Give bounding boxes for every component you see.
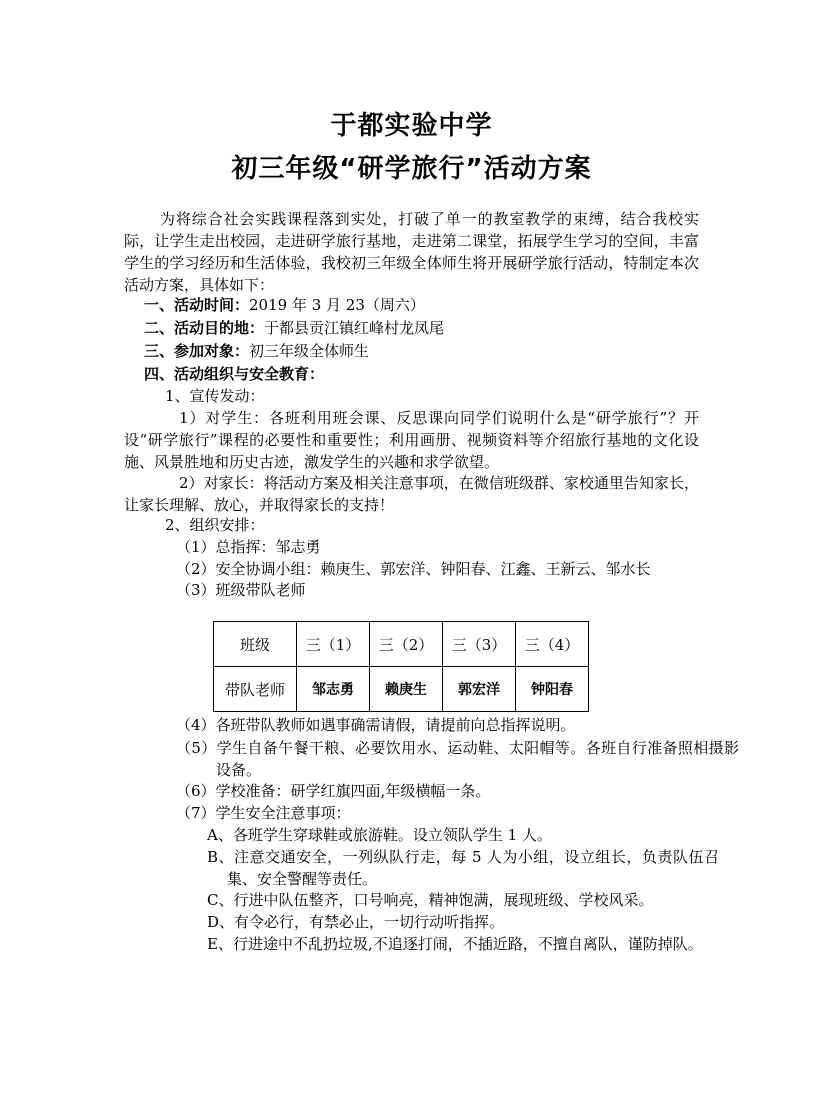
teacher-cell: 郭宏洋 [443, 667, 516, 712]
school-prep: （6）学校准备：研学红旗四面,年级横幅一条。 [176, 782, 491, 800]
class-cell: 三（1） [297, 622, 370, 667]
publicity-students: 1）对学生：各班利用班会课、反思课向同学们说明什么是“研学旅行”？开设“研学旅行”课程的必要性和重要性；利用画册、视频资料等介绍旅行基地的文化设施、风景胜地和历史古迹，激发学生的兴趣和求学欲望。 [124, 409, 699, 471]
supplies-note: （5）学生自备午餐干粮、必要饮用水、运动鞋、太阳帽等。各班自行准备照相摄影设备。 [176, 739, 739, 779]
publicity-heading: 1、宣传发动： [165, 387, 265, 405]
destination-value: 于都县贡江镇红峰村龙凤尾 [264, 319, 445, 337]
organization-heading: 四、活动组织与安全教育： [144, 365, 325, 383]
row-label-cell: 带队老师 [214, 667, 297, 712]
safety-item-e: E、行进途中不乱扔垃圾,不追逐打闹，不插近路，不擅自离队，谨防掉队。 [207, 935, 703, 953]
table-row [214, 622, 589, 667]
teacher-cell: 赖庚生 [370, 667, 443, 712]
safety-item-c: C、行进中队伍整齐，口号响亮，精神饱满，展现班级、学校风采。 [207, 891, 654, 909]
safety-heading: （7）学生安全注意事项： [176, 804, 351, 822]
plan-title: 初三年级“研学旅行”活动方案 [231, 154, 592, 184]
safety-item-d: D、有令必行，有禁必止，一切行动听指挥。 [207, 913, 505, 931]
safety-group: （2）安全协调小组：赖庚生、郭宏洋、钟阳春、江鑫、王新云、邹水长 [176, 560, 651, 578]
table-row [214, 667, 589, 712]
header-label-cell: 班级 [214, 622, 297, 667]
safety-item-a: A、各班学生穿球鞋或旅游鞋。设立领队学生 1 人。 [207, 826, 552, 844]
destination-label: 二、活动目的地： [144, 319, 265, 337]
class-cell: 三（4） [516, 622, 589, 667]
activity-time [144, 295, 425, 316]
arrangement-heading: 2、组织安排： [165, 516, 265, 534]
class-cell: 三（3） [443, 622, 516, 667]
activity-destination [144, 318, 444, 339]
teacher-cell: 邹志勇 [297, 667, 370, 712]
participants [144, 341, 369, 362]
publicity-parents: 2）对家长：将活动方案及相关注意事项，在微信班级群、家校通里告知家长，让家长理解、放心，并取得家长的支持！ [124, 474, 699, 514]
activity-time-value: 2019 年 3 月 23（周六） [249, 296, 425, 314]
teacher-cell: 钟阳春 [516, 667, 589, 712]
class-cell: 三（2） [370, 622, 443, 667]
leave-note: （4）各班带队教师如遇事确需请假，请提前向总指挥说明。 [176, 716, 576, 734]
participants-value: 初三年级全体师生 [249, 342, 370, 360]
commander: （1）总指挥：邹志勇 [176, 538, 321, 556]
participants-label: 三、参加对象： [144, 342, 250, 360]
intro-paragraph: 为将综合社会实践课程落到实处，打破了单一的教室教学的束缚，结合我校实际，让学生走出校园，走进研学旅行基地，走进第二课堂，拓展学生学习的空间，丰富学生的学习经历和生活体验，我校初三年级全体师生将开展研学旅行活动，特制定本次活动方案，具体如下： [124, 210, 699, 294]
school-title: 于都实验中学 [330, 111, 493, 141]
class-teachers-heading: （3）班级带队老师 [176, 581, 306, 599]
safety-item-b: B、注意交通安全，一列纵队行走，每 5 人为小组，设立组长，负责队伍召集、安全警醒等责任。 [207, 848, 719, 888]
teacher-table [213, 621, 589, 712]
activity-time-label: 一、活动时间： [144, 296, 250, 314]
